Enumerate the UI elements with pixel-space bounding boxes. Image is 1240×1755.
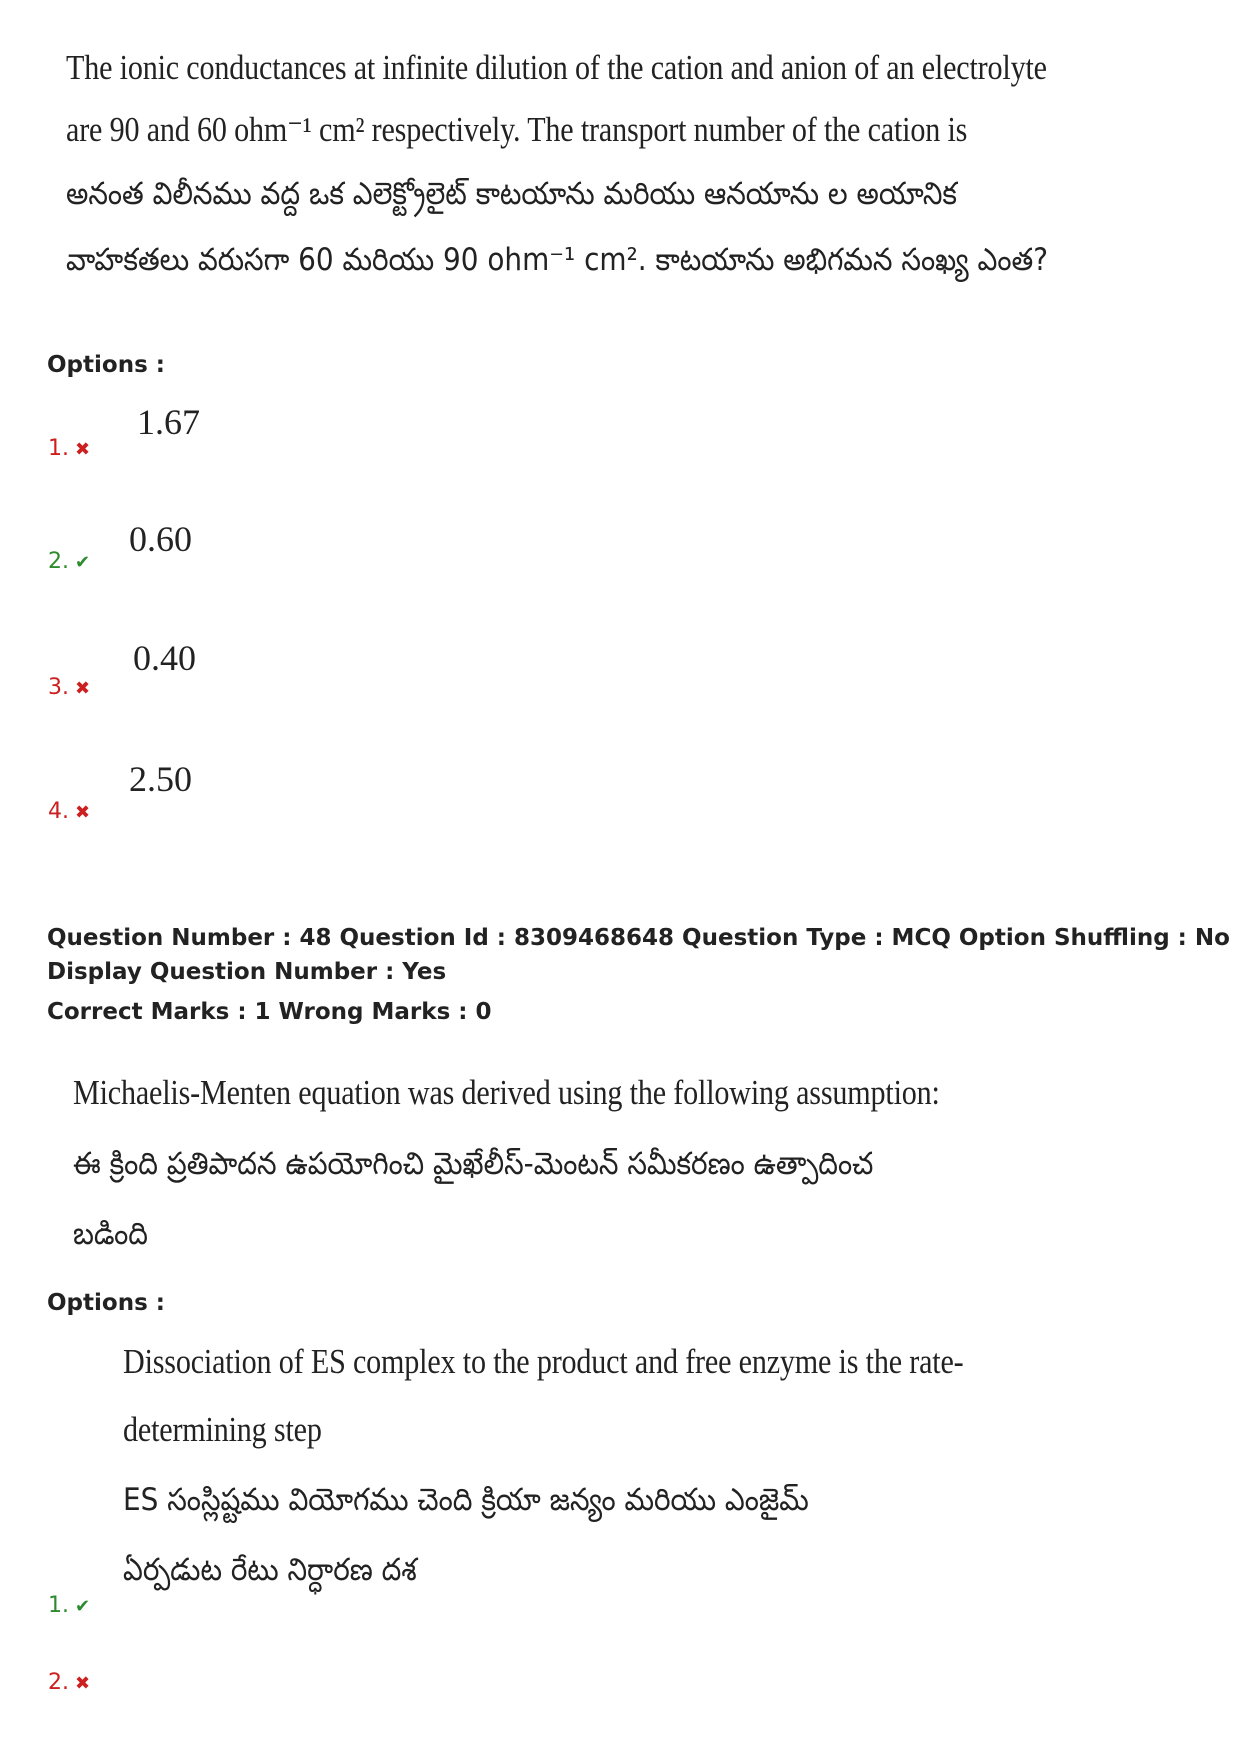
question-meta-line3: Correct Marks : 1 Wrong Marks : 0 — [47, 999, 492, 1025]
option-1-number — [48, 1593, 90, 1618]
option-number: 1. — [48, 436, 69, 461]
option-3-value: 0.40 — [133, 638, 196, 678]
option-number: 3. — [48, 675, 69, 700]
option-1-text-te-line1: ES సంస్లిష్టము వియోగము చెంది క్రియా జన్యం మరియు ఎంజైమ్ — [123, 1482, 809, 1518]
question-text-en-line2: are 90 and 60 ohm⁻¹ cm² respectively. The transport number of the cation is — [66, 110, 968, 149]
option-2-value: 0.60 — [129, 519, 192, 559]
question-text-te-line2: బడింది — [73, 1216, 148, 1252]
question-meta-line1: Question Number : 48 Question Id : 8309468648 Question Type : MCQ Option Shuffling : No — [47, 925, 1230, 951]
option-2-number — [48, 1670, 90, 1695]
question-text-te-line2: వాహకతలు వరుసగా 60 మరియు 90 ohm⁻¹ cm². కాటయాను అభిగమన సంఖ్య ఎంత? — [66, 242, 1049, 278]
option-1-text-en-line2: determining step — [123, 1410, 322, 1449]
question-text-en-line1: The ionic conductances at infinite dilution of the cation and anion of an electrolyte — [66, 48, 1047, 87]
cross-icon: ✖ — [75, 678, 91, 699]
option-2-number — [48, 549, 90, 574]
option-1-text-en-line1: Dissociation of ES complex to the product and free enzyme is the rate- — [123, 1342, 964, 1381]
option-number: 1. — [48, 1593, 69, 1618]
option-1-number — [48, 436, 90, 461]
cross-icon: ✖ — [75, 439, 91, 460]
cross-icon: ✖ — [75, 802, 91, 823]
check-icon: ✔ — [75, 552, 91, 573]
option-1-value: 1.67 — [137, 402, 200, 442]
option-4-value: 2.50 — [129, 759, 192, 799]
options-label: Options : — [47, 1290, 165, 1316]
option-1-text-te-line2: ఏర్పడుట రేటు నిర్ధారణ దశ — [123, 1552, 417, 1588]
option-number: 2. — [48, 549, 69, 574]
question-text-en: Michaelis-Menten equation was derived using the following assumption: — [73, 1073, 940, 1112]
option-number: 2. — [48, 1670, 69, 1695]
question-text-te-line1: అనంత విలీనము వద్ద ఒక ఎలెక్ట్రోలైట్ కాటయాను మరియు ఆనయాను ల అయానిక — [66, 176, 957, 212]
cross-icon: ✖ — [75, 1673, 91, 1694]
options-label: Options : — [47, 352, 165, 378]
question-meta-line2: Display Question Number : Yes — [47, 959, 447, 985]
option-3-number — [48, 675, 90, 700]
option-4-number — [48, 799, 90, 824]
option-number: 4. — [48, 799, 69, 824]
check-icon: ✔ — [75, 1596, 91, 1617]
question-text-te-line1: ఈ క్రింది ప్రతిపాదన ఉపయోగించి మైఖేలీస్-మెంటన్ సమీకరణం ఉత్పాదించ — [73, 1146, 874, 1182]
